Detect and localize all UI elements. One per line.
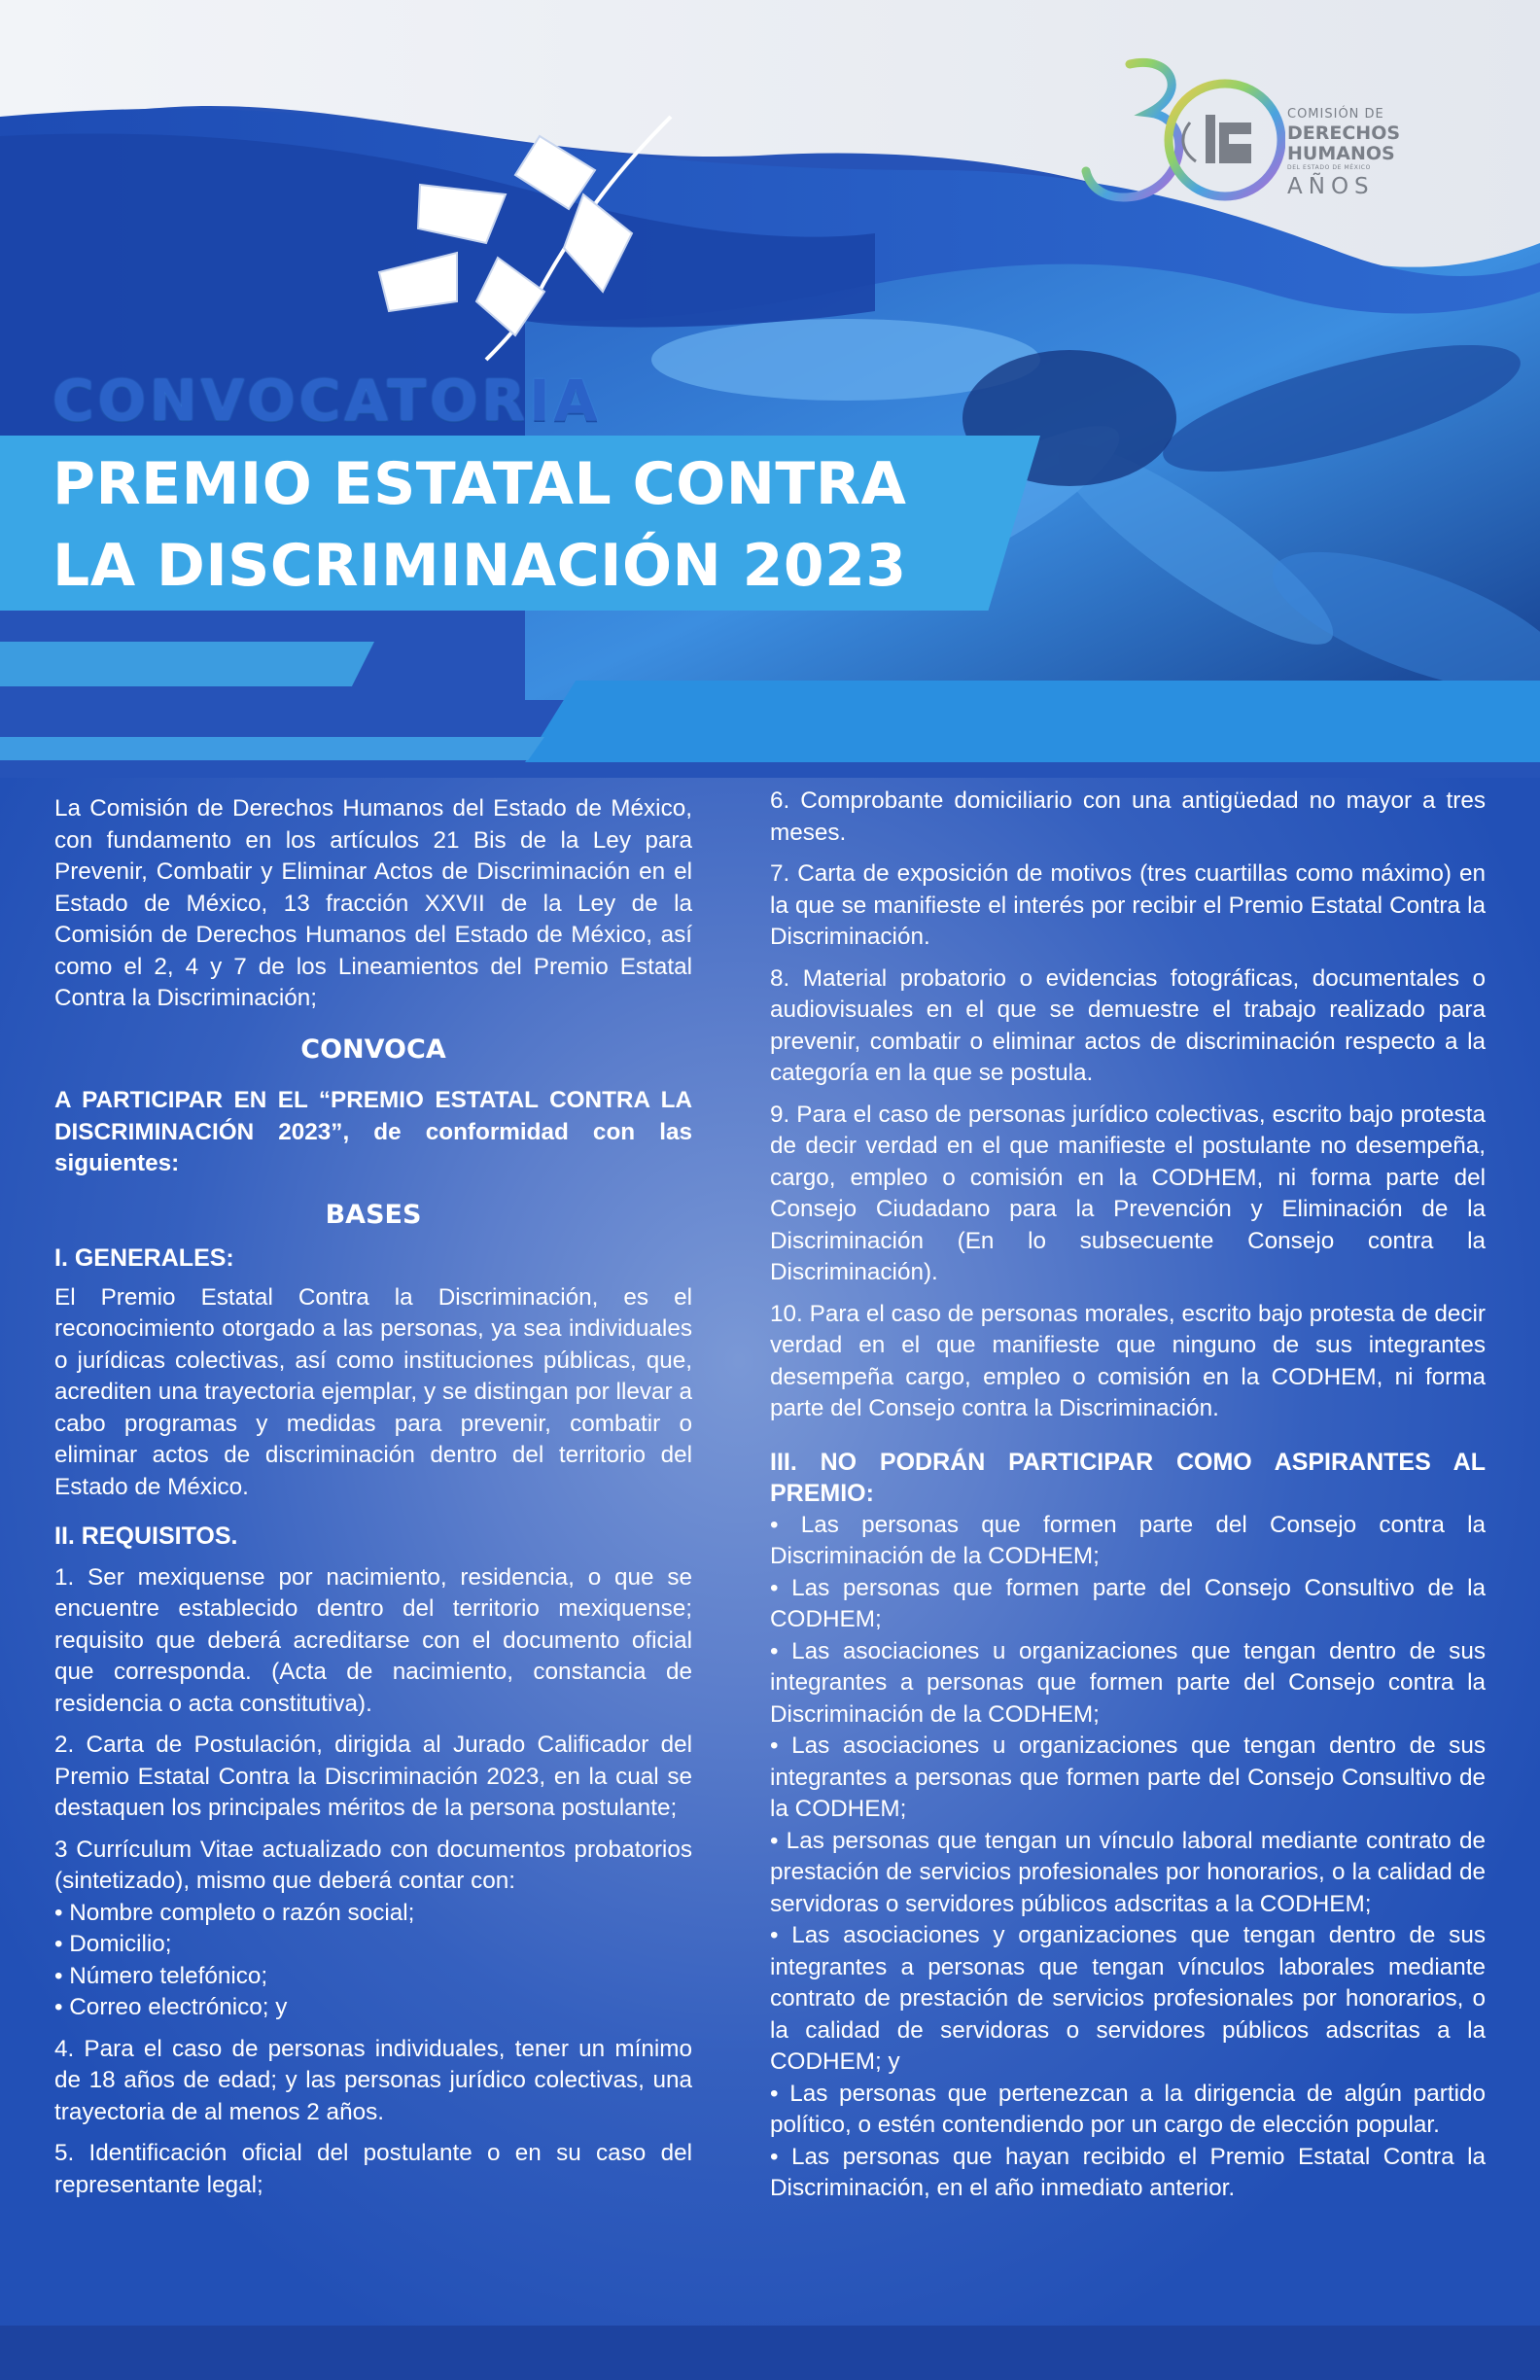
participar-rest: de conformidad con las siguientes: (54, 1118, 692, 1176)
requisito-2: 2. Carta de Postulación, dirigida al Jurado Calificador del Premio Estatal Contra la Discriminación 2023, en la cual se destaquen los principales méritos de la persona postulante; (54, 1732, 692, 1821)
convoca-heading: CONVOCA (300, 1033, 446, 1065)
requisito-8: 8. Material probatorio o evidencias fotográficas, documentales o audiovisuales en el que se demuestre el trabajo realizado para prevenir, combatir o eliminar actos de discriminación respecto a la categoría en la que se postula. (770, 964, 1486, 1086)
no-podran-item: • Las personas que tengan un vínculo laboral mediante contrato de prestación de servicios profesionales por honorarios, o la calidad de servidoras o servidores públicos adscritas a la CODHEM; (770, 1827, 1486, 1917)
no-podran-item: • Las personas que hayan recibido el Premio Estatal Contra la Discriminación, en el año inmediato anterior. (770, 2143, 1486, 2201)
requisito-3-item: • Nombre completo o razón social; (54, 1899, 415, 1926)
requisito-5: 5. Identificación oficial del postulante o en su caso del representante legal; (54, 2140, 692, 2198)
left-column (54, 793, 692, 2201)
intro-paragraph: La Comisión de Derechos Humanos del Estado de México, con fundamento en los artículos 21 Bis de la Ley para Prevenir, Combatir y Eliminar Actos de Discriminación en el Estado de México, 13 fracción XXVII de la Ley de la Comisión de Derechos Humanos del Estado de México, así como el 2, 4 y 7 de los Lineamientos del Premio Estatal Contra la Discriminación; (54, 795, 692, 1011)
no-podran-heading: III. NO PODRÁN PARTICIPAR COMO ASPIRANTES AL PREMIO: (770, 1448, 1486, 1507)
requisito-6: 6. Comprobante domiciliario con una antigüedad no mayor a tres meses. (770, 788, 1486, 846)
participar-bold: A PARTICIPAR EN EL “PREMIO ESTATAL CONTRA LA DISCRIMINACIÓN 2023”, (54, 1087, 692, 1145)
accent-bar (0, 642, 374, 686)
requisito-7: 7. Carta de exposición de motivos (tres cuartillas como máximo) en la que se manifieste el interés por recibir el Premio Estatal Contra la Discriminación. (770, 860, 1486, 950)
logo-line-3: HUMANOS (1287, 143, 1395, 164)
accent-bar (0, 737, 544, 760)
requisito-10: 10. Para el caso de personas morales, escrito bajo protesta de decir verdad en el que manifieste que ninguno de sus integrantes desempeña cargo, empleo o comisión en la CODHEM, ni forma parte del Consejo contra la Discriminación. (770, 1300, 1486, 1421)
page-title-line-2: LA DISCRIMINACIÓN 2023 (52, 532, 907, 600)
no-podran-item: • Las personas que formen parte del Consejo contra la Discriminación de la CODHEM; (770, 1511, 1486, 1569)
no-podran-item: • Las personas que pertenezcan a la dirigencia de algún partido político, o estén contendiendo por un cargo de elección popular. (770, 2080, 1486, 2138)
bases-heading: BASES (325, 1199, 422, 1230)
logo-line-2: DERECHOS (1287, 122, 1401, 144)
requisito-3-item: • Correo electrónico; y (54, 1994, 288, 2020)
no-podran-item: • Las asociaciones u organizaciones que tengan dentro de sus integrantes a personas que formen parte del Consejo contra la Discriminación de la CODHEM; (770, 1637, 1486, 1728)
participar-paragraph (54, 1085, 692, 1180)
right-column (770, 786, 1486, 2205)
codhem-30-anos-logo (1081, 54, 1402, 210)
logo-line-1: COMISIÓN DE (1287, 107, 1384, 122)
requisito-3-item: • Domicilio; (54, 1931, 172, 1957)
logo-line-5: AÑOS (1287, 174, 1375, 199)
requisito-3: 3 Currículum Vitae actualizado con documentos probatorios (sintetizado), mismo que deberá contar con: (54, 1836, 692, 1894)
generales-text: El Premio Estatal Contra la Discriminación, es el reconocimiento otorgado a las personas, ya sea individuales o jurídicas colectivas, así como instituciones públicas, que, acrediten una trayectoria ejemplar, y se distingan por llevar a cabo programas y medidas para prevenir, combatir o eliminar actos de discriminación dentro del territorio del Estado de México. (54, 1283, 692, 1500)
requisito-1: 1. Ser mexiquense por nacimiento, residencia, o que se encuentre establecido dentro del territorio mexiquense; requisito que deberá acreditarse con el documento oficial que corresponda. (Acta de nacimiento, constancia de residencia o acta constitutiva). (54, 1563, 692, 1717)
convocatoria-label: CONVOCATORIA (52, 368, 602, 434)
accent-bar (525, 681, 1540, 762)
requisito-3-item: • Número telefónico; (54, 1962, 268, 1989)
no-podran-item: • Las asociaciones y organizaciones que tengan dentro de sus integrantes a personas que tengan vínculos laborales mediante contrato de prestación de servicios profesionales por honorarios, o la calidad de servidoras o servidores públicos adscritas a la CODHEM; y (770, 1922, 1486, 2075)
thirty-years-icon (1081, 54, 1285, 210)
no-podran-item: • Las personas que formen parte del Consejo Consultivo de la CODHEM; (770, 1574, 1486, 1632)
footer-bar (0, 2326, 1540, 2380)
no-podran-item: • Las asociaciones u organizaciones que tengan dentro de sus integrantes a personas que formen parte del Consejo Consultivo de la CODHEM; (770, 1732, 1486, 1822)
logo-line-4: DEL ESTADO DE MÉXICO (1287, 164, 1371, 171)
requisito-9: 9. Para el caso de personas jurídico colectivas, escrito bajo protesta de decir verdad en el que manifieste el postulante no desempeña, cargo, empleo o comisión en la CODHEM, ni forma parte del Consejo Ciudadano para la Prevención y Eliminación de la Discriminación (En lo subsecuente Consejo contra la Discriminación). (770, 1101, 1486, 1285)
page-title-line-1: PREMIO ESTATAL CONTRA (52, 450, 907, 518)
requisitos-heading: II. REQUISITOS. (54, 1522, 238, 1550)
requisito-4: 4. Para el caso de personas individuales, tener un mínimo de 18 años de edad; y las personas jurídico colectivas, una trayectoria de al menos 2 años. (54, 2035, 692, 2125)
generales-heading: I. GENERALES: (54, 1244, 234, 1272)
